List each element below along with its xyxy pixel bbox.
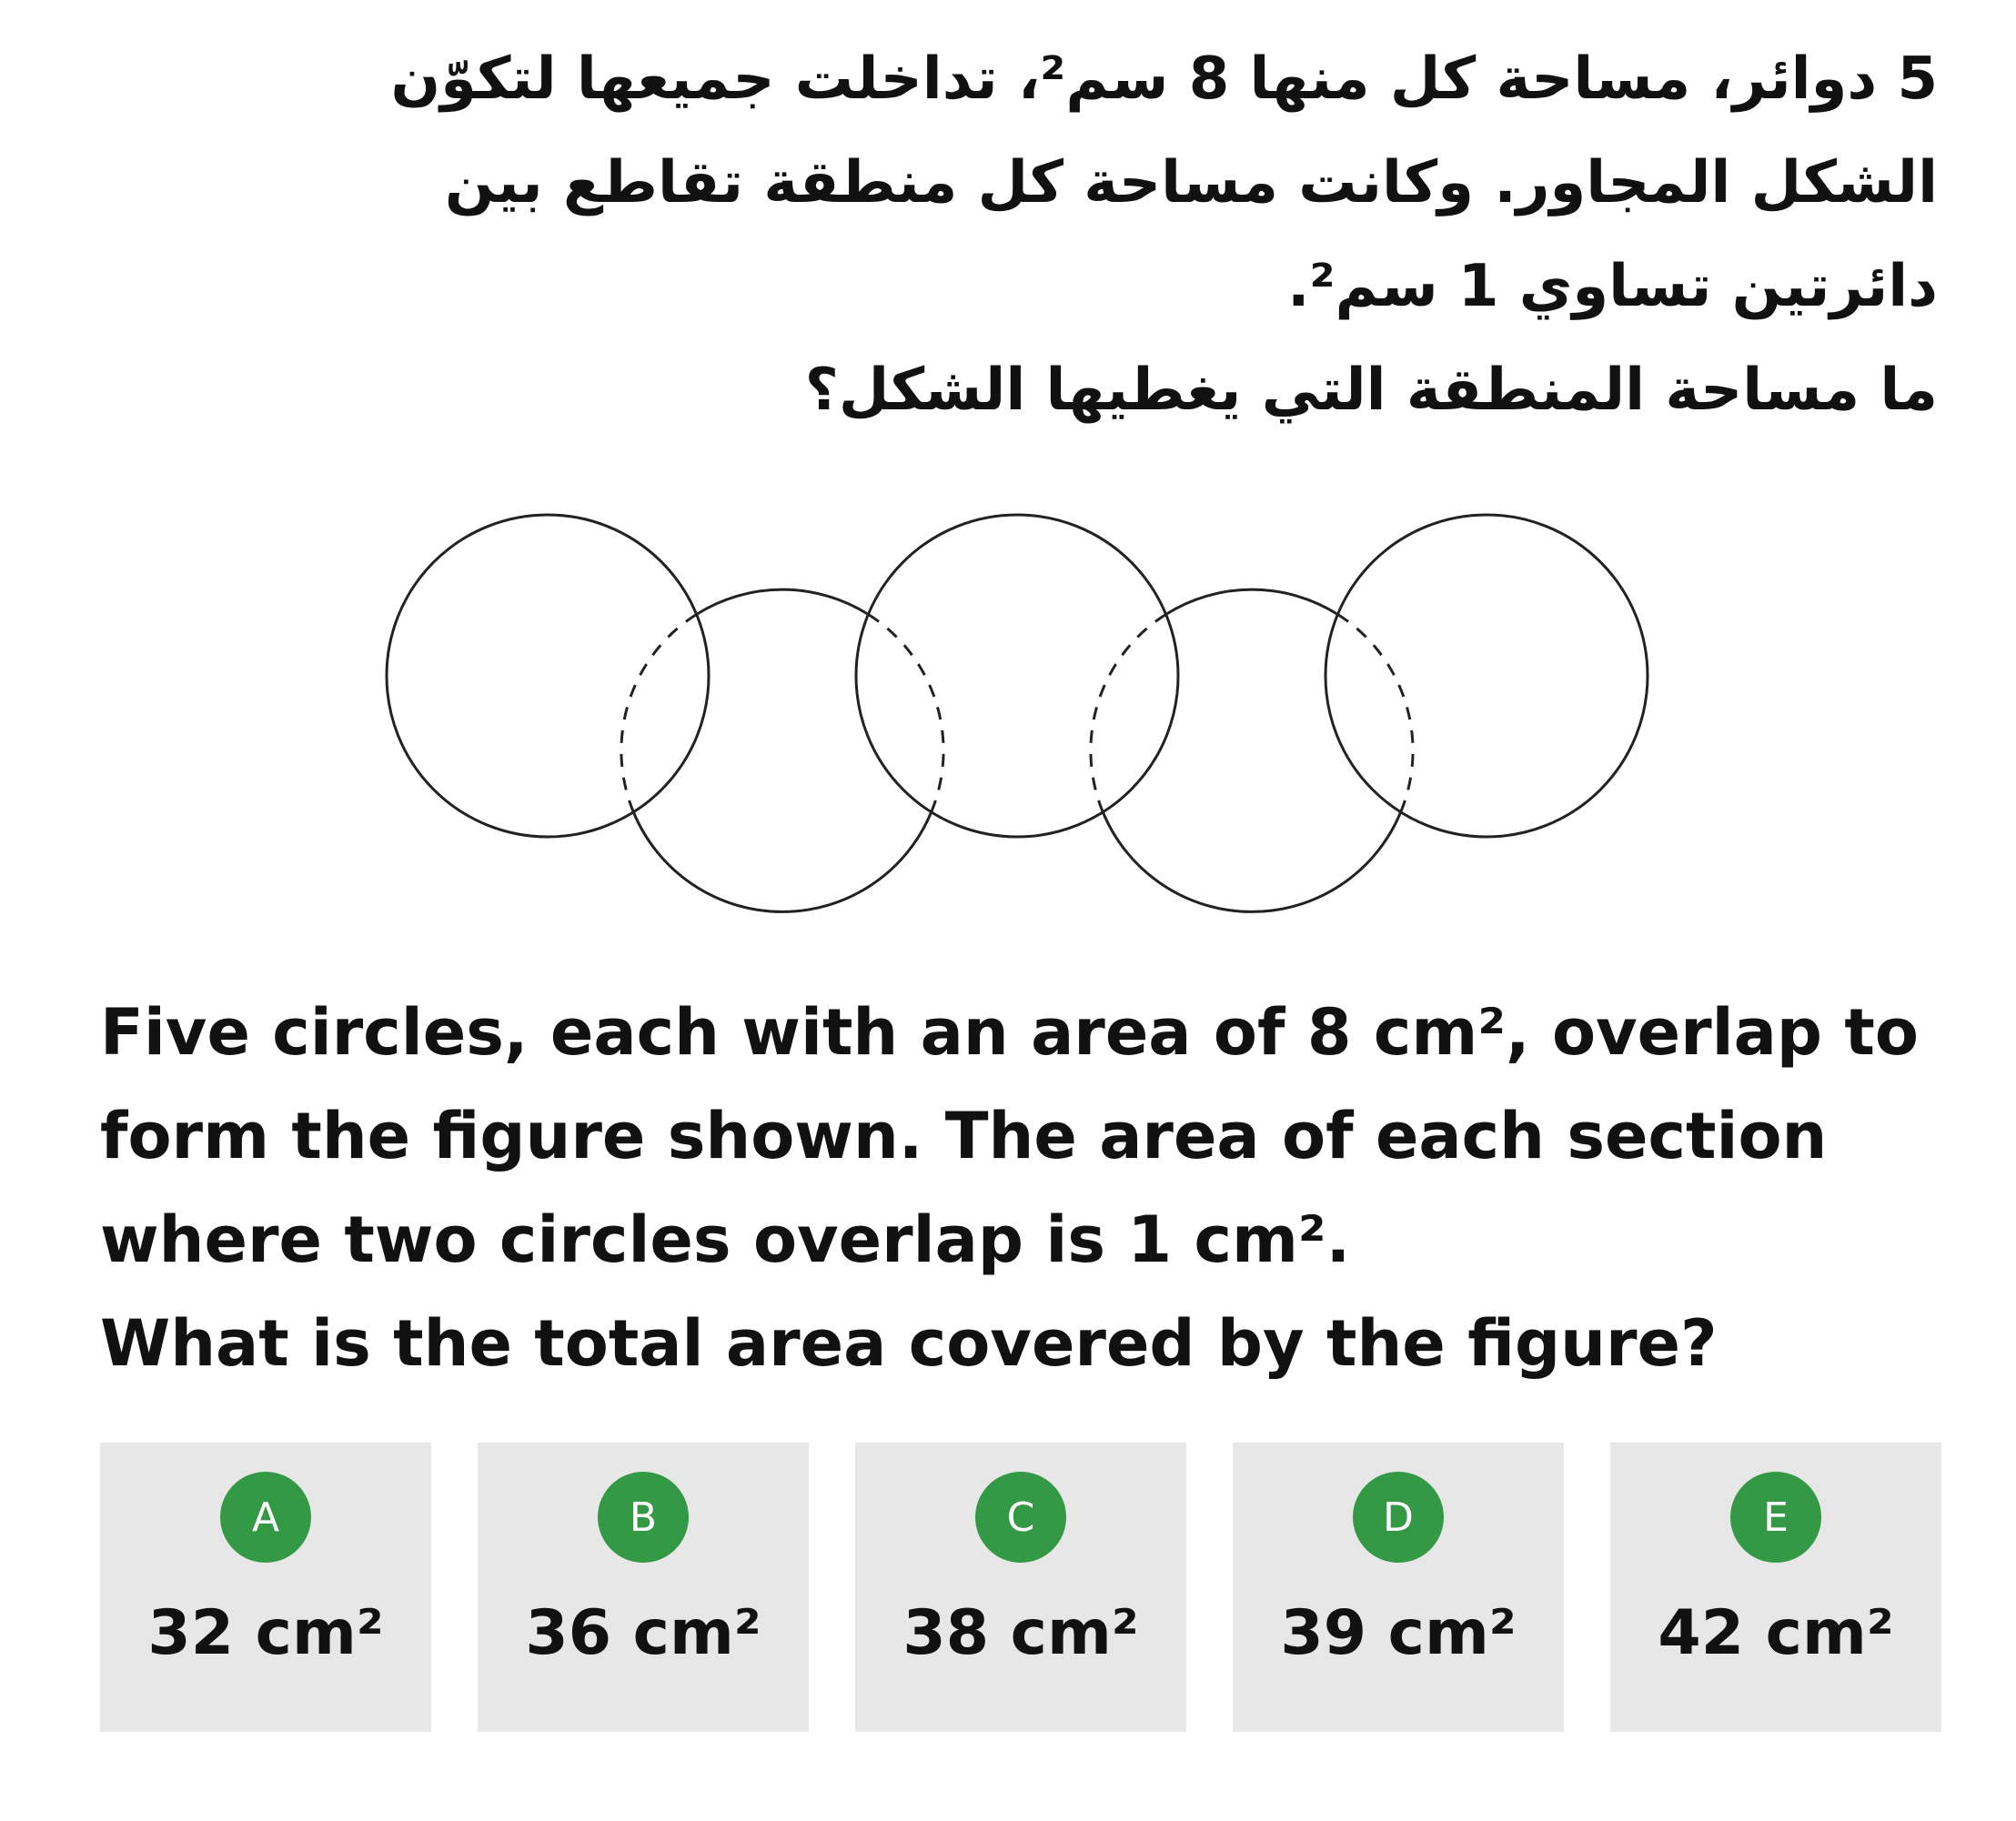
choice-a[interactable]: [100, 1443, 431, 1732]
choice-e-value: 42 cm²: [1658, 1597, 1894, 1669]
circle-2-solid: [697, 589, 869, 614]
choice-d[interactable]: [1233, 1443, 1564, 1732]
choice-b-value: 36 cm²: [525, 1597, 761, 1669]
circle-5: [1326, 515, 1648, 837]
english-line-3: where two circles overlap is 1 cm².: [100, 1202, 1351, 1277]
answer-choices: [100, 1443, 1941, 1732]
circle-3: [856, 515, 1178, 837]
choice-a-badge: A: [220, 1472, 311, 1563]
circle-1: [387, 515, 709, 837]
english-question: [100, 981, 1920, 1395]
english-line-1: Five circles, each with an area of 8 cm², overlap to: [100, 995, 1919, 1070]
choice-e-badge: E: [1730, 1472, 1821, 1563]
choice-c-badge: C: [975, 1472, 1066, 1563]
arabic-line-3: دائرتين تساوي 1 سم².: [1287, 253, 1938, 320]
arabic-line-1: 5 دوائر، مساحة كل منها 8 سم²، تداخلت جميعها لتكوّن: [390, 45, 1938, 113]
circle-2-dashed-right: [869, 615, 944, 812]
choice-d-value: 39 cm²: [1280, 1597, 1517, 1669]
choice-c-value: 38 cm²: [902, 1597, 1139, 1669]
circle-4-solid-lower: [1103, 811, 1401, 911]
arabic-line-4: ما مساحة المنطقة التي يغطيها الشكل؟: [804, 357, 1938, 424]
choice-b-badge: B: [598, 1472, 689, 1563]
circle-4-dashed-left: [1091, 615, 1166, 812]
circle-2-solid-lower: [633, 811, 932, 911]
choice-e[interactable]: [1610, 1443, 1941, 1732]
circle-2-dashed-left: [621, 615, 697, 812]
choice-b[interactable]: [478, 1443, 809, 1732]
english-line-2: form the figure shown. The area of each section: [100, 1099, 1828, 1173]
circle-4-dashed-right: [1338, 615, 1414, 812]
english-line-4: What is the total area covered by the figure?: [100, 1306, 1718, 1381]
choice-c[interactable]: [855, 1443, 1186, 1732]
choice-a-value: 32 cm²: [147, 1597, 384, 1669]
circle-4-solid: [1166, 589, 1338, 614]
choice-d-badge: D: [1353, 1472, 1444, 1563]
arabic-line-2: الشكل المجاور. وكانت مساحة كل منطقة تقاطع بين: [444, 149, 1938, 216]
